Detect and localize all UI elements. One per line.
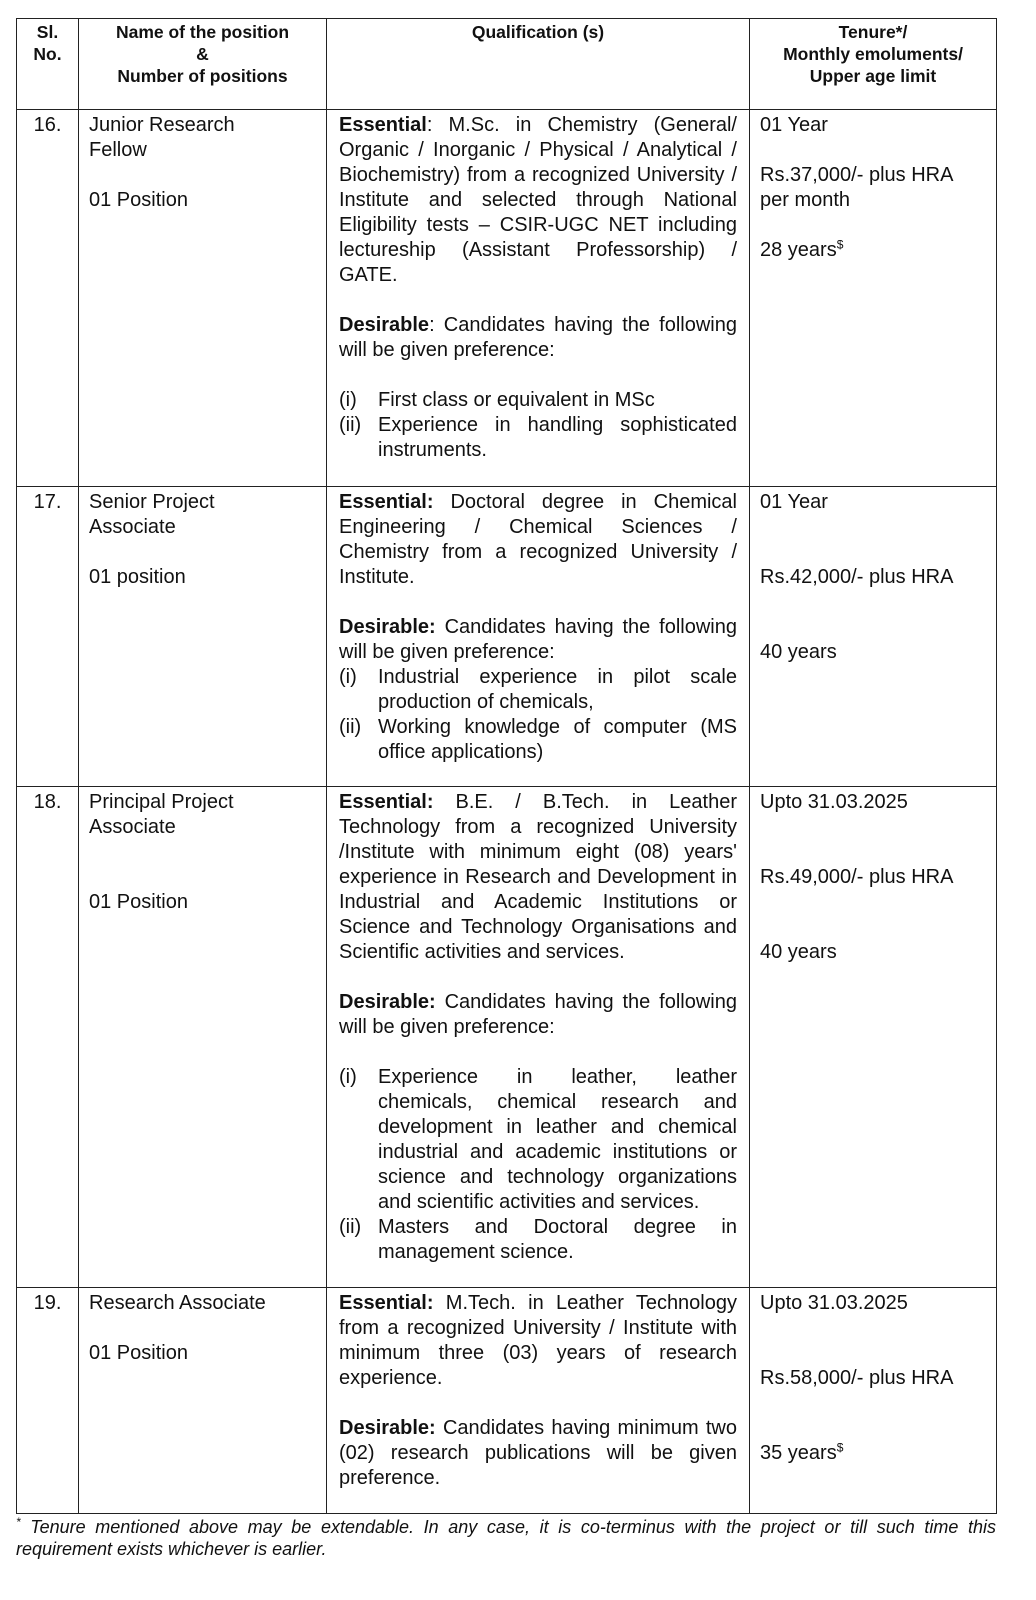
desirable-list	[339, 665, 737, 765]
list-item: (ii) Experience in handling sophisticated instruments.	[339, 414, 737, 461]
age-limit: 28 years$	[760, 237, 844, 261]
position-count: 01 Position	[89, 189, 188, 211]
header-sl-no: Sl. No.	[17, 19, 79, 110]
header-qualification: Qualification (s)	[327, 19, 750, 110]
list-item: (i) Industrial experience in pilot scale production of chemicals,	[339, 666, 737, 713]
essential-qualification: Essential: Doctoral degree in Chemical Engineering / Chemical Sciences / Chemistry from a recognized University / Institute.	[339, 491, 737, 588]
position-title: Principal Project	[89, 791, 234, 813]
row-sl-no: 19.	[17, 1288, 79, 1514]
positions-table	[16, 18, 997, 1514]
qualification-cell	[327, 1288, 750, 1514]
table-row	[17, 1288, 997, 1514]
header-position: Name of the position & Number of positions	[79, 19, 327, 110]
recruitment-document	[16, 18, 996, 1560]
position-count: 01 Position	[89, 1342, 188, 1364]
qualification-cell	[327, 110, 750, 487]
age-limit: 35 years$	[760, 1440, 844, 1464]
tenure-value: 01 Year	[760, 114, 828, 136]
emolument-value-cont: per month	[760, 189, 851, 211]
tenure-cell	[750, 110, 997, 487]
tenure-value: Upto 31.03.2025	[760, 1292, 908, 1314]
desirable-qualification: Desirable: Candidates having the following will be given preference:	[339, 991, 737, 1038]
list-item: (ii) Masters and Doctoral degree in management science.	[339, 1216, 737, 1263]
position-title: Junior Research	[89, 114, 235, 136]
position-count: 01 Position	[89, 891, 188, 913]
position-title: Senior Project	[89, 491, 215, 513]
desirable-label: Desirable	[339, 314, 430, 336]
age-footnote-mark: $	[836, 237, 844, 252]
tenure-cell	[750, 1288, 997, 1514]
desirable-qualification: Desirable: Candidates having minimum two (02) research publications will be given preference.	[339, 1417, 737, 1489]
position-title-cont: Associate	[89, 516, 176, 538]
essential-qualification: Essential: M.Tech. in Leather Technology from a recognized University / Institute with minimum three (03) years of research experience.	[339, 1292, 737, 1389]
list-item: (ii) Working knowledge of computer (MS office applications)	[339, 716, 737, 763]
emolument-value: Rs.49,000/- plus HRA	[760, 866, 954, 888]
essential-label: Essential:	[339, 791, 434, 813]
essential-label: Essential:	[339, 1292, 434, 1314]
age-footnote-mark: $	[836, 1440, 844, 1455]
position-title-cont: Fellow	[89, 139, 147, 161]
row-sl-no: 17.	[17, 487, 79, 787]
table-row	[17, 787, 997, 1288]
age-limit: 40 years	[760, 941, 837, 963]
desirable-list	[339, 388, 737, 463]
qualification-cell	[327, 487, 750, 787]
position-cell	[79, 1288, 327, 1514]
row-sl-no: 16.	[17, 110, 79, 487]
position-title: Research Associate	[89, 1292, 266, 1314]
header-tenure: Tenure*/ Monthly emoluments/ Upper age limit	[750, 19, 997, 110]
table-header-row	[17, 19, 997, 110]
desirable-label: Desirable:	[339, 616, 436, 638]
desirable-list	[339, 1065, 737, 1265]
footnote-text: Tenure mentioned above may be extendable. In any case, it is co-terminus with the project or till such time this requirement exists whichever is earlier.	[16, 1517, 996, 1559]
emolument-value: Rs.58,000/- plus HRA	[760, 1367, 954, 1389]
position-count: 01 position	[89, 566, 186, 588]
row-sl-no: 18.	[17, 787, 79, 1288]
footnote-mark: *	[16, 1515, 21, 1529]
position-title-cont: Associate	[89, 816, 176, 838]
footnote	[16, 1516, 996, 1560]
desirable-label: Desirable:	[339, 1417, 436, 1439]
position-cell	[79, 487, 327, 787]
qualification-cell	[327, 787, 750, 1288]
desirable-qualification: Desirable: Candidates having the following will be given preference:	[339, 314, 737, 361]
essential-qualification: Essential: M.Sc. in Chemistry (General/ Organic / Inorganic / Physical / Analytical / Biochemistry) from a recognized University / Institute and selected through National Eligibility tests – CSIR-UGC NET including lectureship (Assistant Professorship) / GATE.	[339, 114, 737, 286]
age-limit: 40 years	[760, 641, 837, 663]
tenure-value: 01 Year	[760, 491, 828, 513]
desirable-label: Desirable:	[339, 991, 436, 1013]
desirable-qualification: Desirable: Candidates having the following will be given preference:	[339, 616, 737, 663]
list-item: (i) Experience in leather, leather chemicals, chemical research and development in leather and chemical industrial and academic institutions or science and technology organizations and scientific activities and services.	[339, 1066, 737, 1213]
tenure-cell	[750, 487, 997, 787]
table-row	[17, 110, 997, 487]
essential-label: Essential:	[339, 491, 434, 513]
list-item: (i) First class or equivalent in MSc	[339, 389, 655, 411]
tenure-value: Upto 31.03.2025	[760, 791, 908, 813]
table-row	[17, 487, 997, 787]
tenure-cell	[750, 787, 997, 1288]
position-cell	[79, 110, 327, 487]
essential-label: Essential	[339, 114, 427, 136]
position-cell	[79, 787, 327, 1288]
emolument-value: Rs.37,000/- plus HRA	[760, 164, 954, 186]
essential-qualification: Essential: B.E. / B.Tech. in Leather Technology from a recognized University /Institute with minimum eight (08) years' experience in Research and Development in Industrial and Academic Institutions or Science and Technology Organisations and Scientific activities and services.	[339, 791, 737, 963]
emolument-value: Rs.42,000/- plus HRA	[760, 566, 954, 588]
